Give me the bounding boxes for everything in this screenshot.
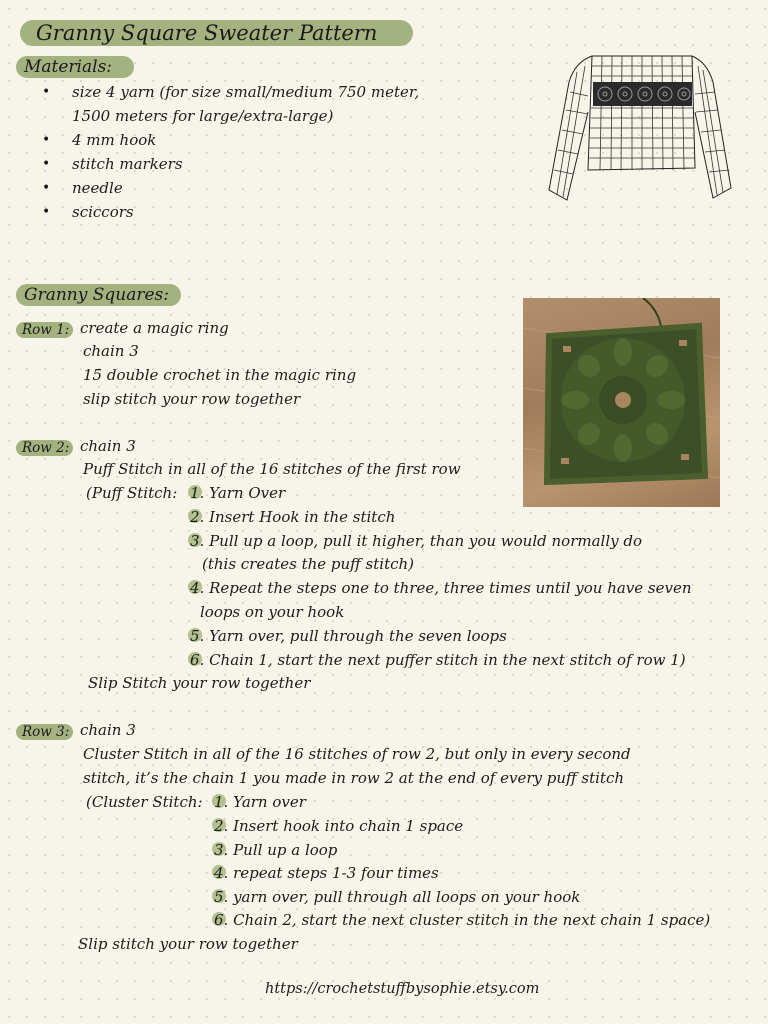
bullet-icon: • xyxy=(42,156,51,172)
step-number: 4 xyxy=(214,864,224,882)
sweater-sketch-icon xyxy=(545,52,735,204)
list-item: needle xyxy=(72,179,123,197)
cluster-step xyxy=(214,887,580,907)
row-2-label: Row 2: xyxy=(16,440,73,456)
step-text: . Repeat the steps one to three, three times until you have seven xyxy=(199,579,692,597)
step-text: . Chain 2, start the next cluster stitch in the next chain 1 space) xyxy=(223,911,711,929)
cluster-step xyxy=(214,840,337,860)
cluster-step xyxy=(214,910,710,930)
puff-step xyxy=(190,650,686,670)
step-number: 6 xyxy=(214,911,224,929)
step-text: . Pull up a loop, pull it higher, than you would normally do xyxy=(199,532,643,550)
cluster-step xyxy=(214,863,439,883)
step-number: 6 xyxy=(190,651,200,669)
step-number: 2 xyxy=(214,817,224,835)
row-1-line: chain 3 xyxy=(83,342,139,360)
step-number: 1 xyxy=(190,484,200,502)
cluster-step xyxy=(214,816,463,836)
step-number: 3 xyxy=(190,532,200,550)
row-2-end: Slip Stitch your row together xyxy=(88,674,311,692)
materials-heading: Materials: xyxy=(16,56,134,78)
puff-step xyxy=(190,578,692,598)
bullet-icon: • xyxy=(42,180,51,196)
puff-step xyxy=(190,507,395,527)
list-item: 4 mm hook xyxy=(72,131,157,149)
step-number: 5 xyxy=(214,888,224,906)
bullet-icon: • xyxy=(42,204,51,220)
row-3-line: chain 3 xyxy=(80,721,136,739)
row-1-line: 15 double crochet in the magic ring xyxy=(83,366,357,384)
step-text: . repeat steps 1-3 four times xyxy=(223,864,439,882)
list-item: sciccors xyxy=(72,203,134,221)
list-item: stitch markers xyxy=(72,155,183,173)
granny-square-image-icon xyxy=(523,298,720,507)
cluster-stitch-open: (Cluster Stitch: xyxy=(86,793,203,811)
row-1-line: create a magic ring xyxy=(80,319,229,337)
row-3-line: stitch, it’s the chain 1 you made in row 2 at the end of every puff stitch xyxy=(83,769,625,787)
list-item: 1500 meters for large/extra-large) xyxy=(72,107,334,125)
row-2-line: chain 3 xyxy=(80,437,136,455)
row-2-line: Puff Stitch in all of the 16 stitches of the first row xyxy=(83,460,461,478)
step-text: . Chain 1, start the next puffer stitch in the next stitch of row 1) xyxy=(199,651,686,669)
page-title: Granny Square Sweater Pattern xyxy=(20,20,413,46)
row-3-end: Slip stitch your row together xyxy=(78,935,298,953)
puff-step-note: (this creates the puff stitch) xyxy=(202,555,415,573)
step-number: 1 xyxy=(214,793,224,811)
bullet-icon: • xyxy=(42,84,51,100)
granny-square-photo xyxy=(523,298,720,507)
step-number: 2 xyxy=(190,508,200,526)
cluster-step xyxy=(214,792,306,812)
step-number: 4 xyxy=(190,579,200,597)
step-text: . Yarn over, pull through the seven loops xyxy=(199,627,507,645)
puff-step xyxy=(190,626,507,646)
row-3-label: Row 3: xyxy=(16,724,73,740)
step-text: . Insert hook into chain 1 space xyxy=(223,817,464,835)
puff-step xyxy=(190,483,285,503)
shop-url-link[interactable]: https://crochetstuffbysophie.etsy.com xyxy=(265,981,540,997)
puff-step xyxy=(190,531,642,551)
step-text: . Yarn over xyxy=(223,793,306,811)
row-1-line: slip stitch your row together xyxy=(83,390,301,408)
row-3-line: Cluster Stitch in all of the 16 stitches of row 2, but only in every second xyxy=(83,745,631,763)
puff-step-note: loops on your hook xyxy=(200,603,345,621)
step-number: 5 xyxy=(190,627,200,645)
row-1-label: Row 1: xyxy=(16,322,73,338)
step-text: . Yarn Over xyxy=(199,484,286,502)
step-number: 3 xyxy=(214,841,224,859)
puff-stitch-open: (Puff Stitch: xyxy=(86,484,178,502)
bullet-icon: • xyxy=(42,132,51,148)
granny-squares-heading: Granny Squares: xyxy=(16,284,181,306)
step-text: . Pull up a loop xyxy=(223,841,338,859)
list-item: size 4 yarn (for size small/medium 750 meter, xyxy=(72,83,420,101)
step-text: . yarn over, pull through all loops on your hook xyxy=(223,888,581,906)
step-text: . Insert Hook in the stitch xyxy=(199,508,396,526)
